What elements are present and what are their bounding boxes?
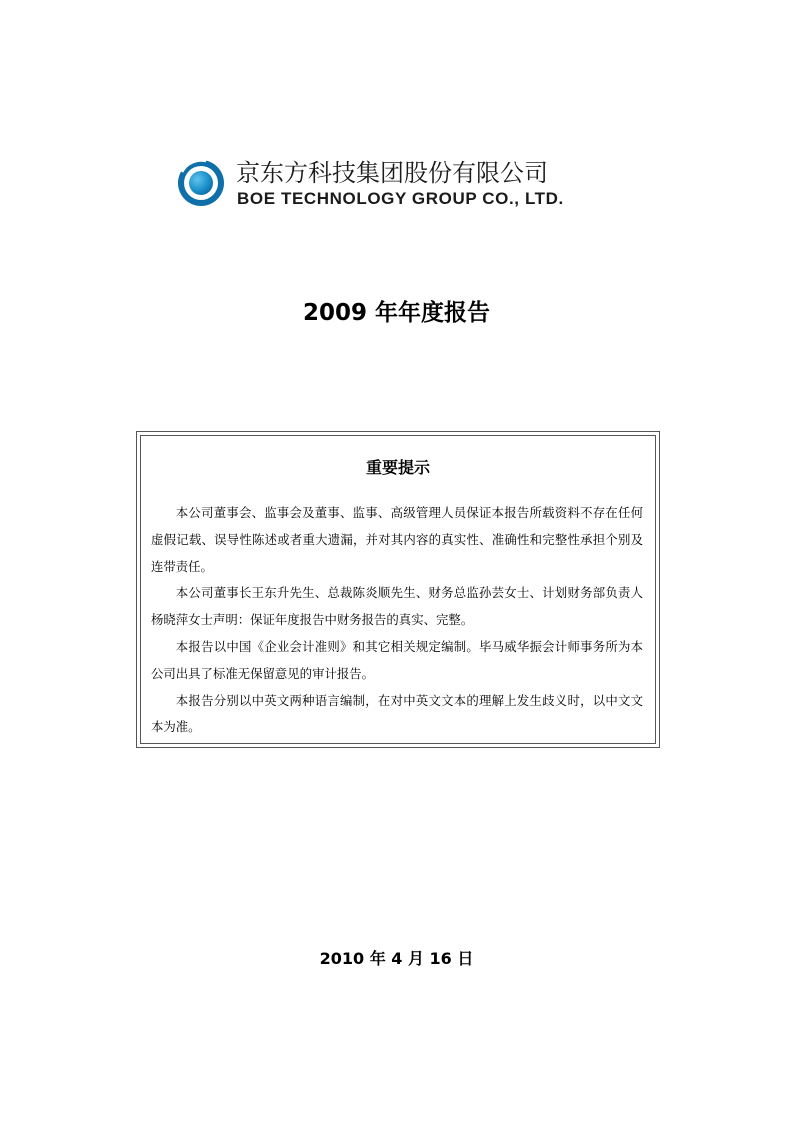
important-notice-box [136,431,660,748]
boe-logo-icon [176,158,226,208]
company-name-en: BOE TECHNOLOGY GROUP CO., LTD. [237,189,564,208]
notice-body [151,500,643,741]
notice-paragraph: 本公司董事长王东升先生、总裁陈炎顺先生、财务总监孙芸女士、计划财务部负责人杨晓萍女士声明：保证年度报告中财务报告的真实、完整。 [151,585,643,628]
notice-paragraph: 本公司董事会、监事会及董事、监事、高级管理人员保证本报告所载资料不存在任何虚假记载、误导性陈述或者重大遗漏，并对其内容的真实性、准确性和完整性承担个别及连带责任。 [151,505,643,574]
notice-paragraph: 本报告以中国《企业会计准则》和其它相关规定编制。毕马威华振会计师事务所为本公司出具了标准无保留意见的审计报告。 [151,638,643,681]
notice-inner-border [140,435,656,744]
notice-heading: 重要提示 [365,458,430,477]
report-title: 2009 年年度报告 [302,300,491,326]
company-name-cn: 京东方科技集团股份有限公司 [236,159,548,187]
report-date: 2010 年 4 月 16 日 [319,949,474,968]
notice-paragraph: 本报告分别以中英文两种语言编制，在对中英文文本的理解上发生歧义时，以中文文本为准。 [151,692,643,735]
company-logo [176,158,616,212]
